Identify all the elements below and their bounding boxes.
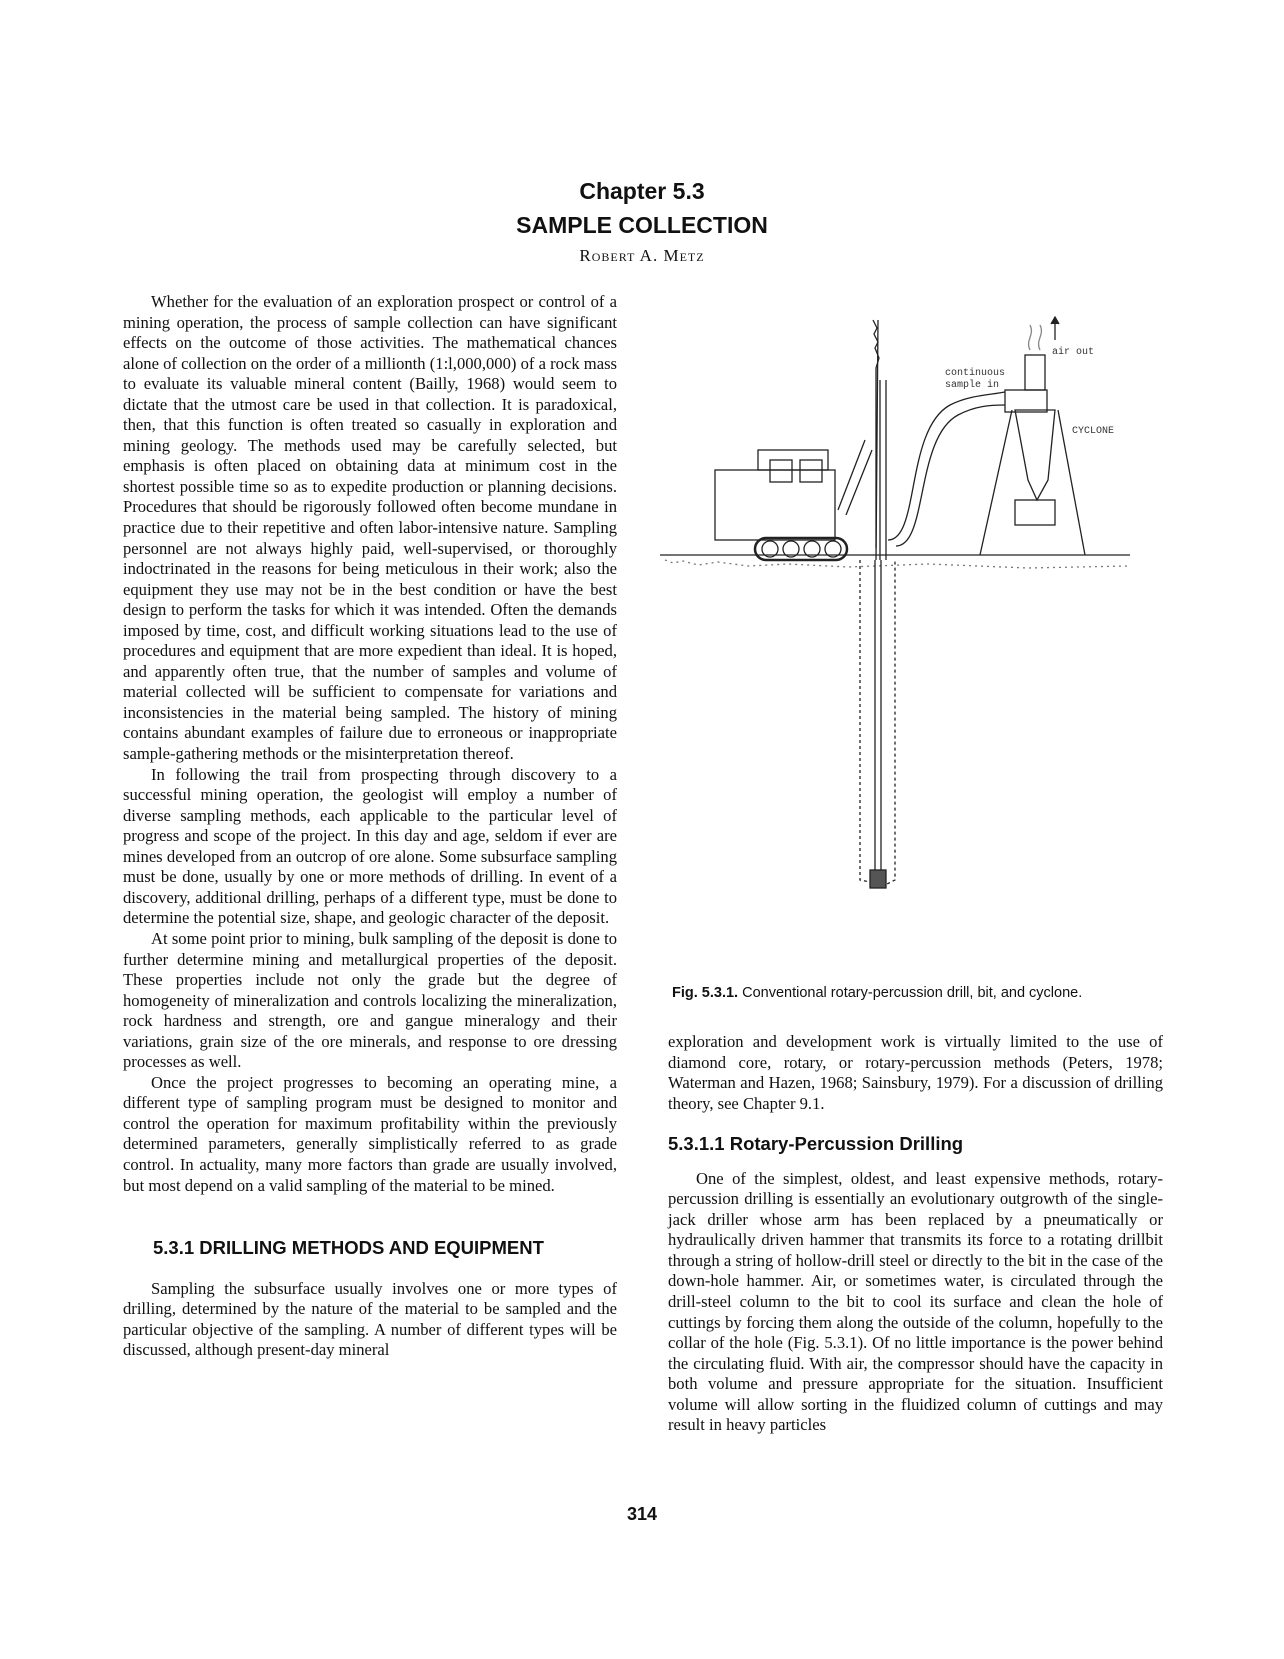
paragraph: exploration and development work is virtually limited to the use of diamond core, rotary, or rotary-percussion methods (Peters, 1978; Waterman and Hazen, 1968; Sainsbury, 1979). For a discussion of drilling theory, see Chapter 9.1. xyxy=(668,1032,1163,1113)
caption-label: Fig. 5.3.1. xyxy=(672,985,739,1001)
figure-caption xyxy=(672,985,1082,1001)
left-column xyxy=(123,292,617,1361)
author: Robert A. Metz xyxy=(579,246,705,265)
section-heading: 5.3.1 DRILLING METHODS AND EQUIPMENT xyxy=(153,1237,544,1259)
subsection-heading: 5.3.1.1 Rotary-Percussion Drilling xyxy=(668,1133,964,1155)
label-air-out: air out xyxy=(1052,347,1095,358)
paragraph: Whether for the evaluation of an exploration prospect or control of a mining operation, the process of sample collection can have significant effects on the outcome of those activities. The mathematical chances alone of collection on the order of a millionth (1:l,000,000) of a rock mass to evaluate its valuable mineral content (Bailly, 1968) would seem to dictate that the utmost care be used in that collection. It is paradoxical, then, that this function is often treated so casually in exploration and mining geology. The methods used may be carefully selected, but emphasis is often placed on obtaining data at minimum cost in the shortest possible time so as to expedite production or planning decisions. Procedures that should be rigorously followed often become mundane in practice due to their repetitive and often labor-intensive nature. Sampling personnel are not always highly paid, well-supervised, or thoroughly indoctrinated in the reasons for being meticulous in their work; also the equipment they use may not be in the best condition or have the best design to perform the tasks for which it was intended. Often the demands imposed by time, cost, and difficult working situations lead to the use of procedures and equipment that are more expedient than ideal. It is hoped, and apparently often true, that the number of samples and volume of material collected will be sufficient to compensate for variations and inconsistencies in the material being sampled. The history of mining contains abundant examples of failure due to erroneous or inappropriate sample-gathering methods or the misinterpretation thereof. xyxy=(123,292,617,764)
caption-text: Conventional rotary-percussion drill, bit, and cyclone. xyxy=(742,985,1083,1001)
paragraph: One of the simplest, oldest, and least expensive methods, rotary-percussion drilling is essentially an evolutionary outgrowth of the single-jack driller whose arm has been replaced by a pneumatically or hydraulically driven hammer that transmits its force to a rotating drillbit through a string of hollow-drill steel or directly to the bit in the case of the down-hole hammer. Air, or sometimes water, is circulated through the drill-steel column to the bit to cool its surface and clean the hole of cuttings by forcing them along the outside of the column, hopefully to the collar of the hole (Fig. 5.3.1). Of no little importance is the power behind the circulating fluid. With air, the compressor should have the capacity in both volume and pressure appropriate for the situation. Insufficient volume will allow sorting in the fluidized column of cuttings and may result in heavy particles xyxy=(668,1168,1163,1435)
paragraph: At some point prior to mining, bulk sampling of the deposit is done to further determine mining and metallurgical properties of the deposit. These properties include not only the grade but the degree of homogeneity of mineralization and controls localizing the mineralization, rock hardness and strength, ore and gangue mineralogy and their variations, grain size of the ore minerals, and response to ore dressing processes as well. xyxy=(123,928,617,1072)
paragraph: Once the project progresses to becoming an operating mine, a different type of sampling program must be designed to monitor and control the operation for maximum profitability within the previously determined parameters, generally simplistically referred to as grade control. In actuality, many more factors than grade are usually involved, but most depend on a valid sampling of the material to be mined. xyxy=(123,1072,617,1195)
label-cyclone: CYCLONE xyxy=(1072,426,1115,437)
drill-rig xyxy=(715,320,886,560)
sample-hose xyxy=(888,392,1005,540)
chapter-title: SAMPLE COLLECTION xyxy=(516,212,768,238)
label-sample-in: sample in xyxy=(945,380,1000,391)
drill-figure xyxy=(660,310,1140,950)
right-column xyxy=(668,1032,1163,1436)
label-continuous: continuous xyxy=(945,368,1006,379)
paragraph: In following the trail from prospecting through discovery to a successful mining operation, the geologist will employ a number of diverse sampling methods, each applicable to the particular level of progress and scope of the project. In this day and age, seldom if ever are mines developed from an outcrop of ore alone. Some subsurface sampling must be done, usually by one or more methods of drilling. In event of a discovery, additional drilling, perhaps of a different type, must be done to determine the potential size, shape, and geologic character of the deposit. xyxy=(123,764,617,928)
chapter-number: Chapter 5.3 xyxy=(579,178,705,204)
drill-hole xyxy=(860,560,895,888)
paragraph: Sampling the subsurface usually involves one or more types of drilling, determined by the nature of the material to be sampled and the particular objective of the sampling. A number of different types will be discussed, although present-day mineral xyxy=(123,1278,617,1360)
page-number: 314 xyxy=(626,1504,658,1524)
